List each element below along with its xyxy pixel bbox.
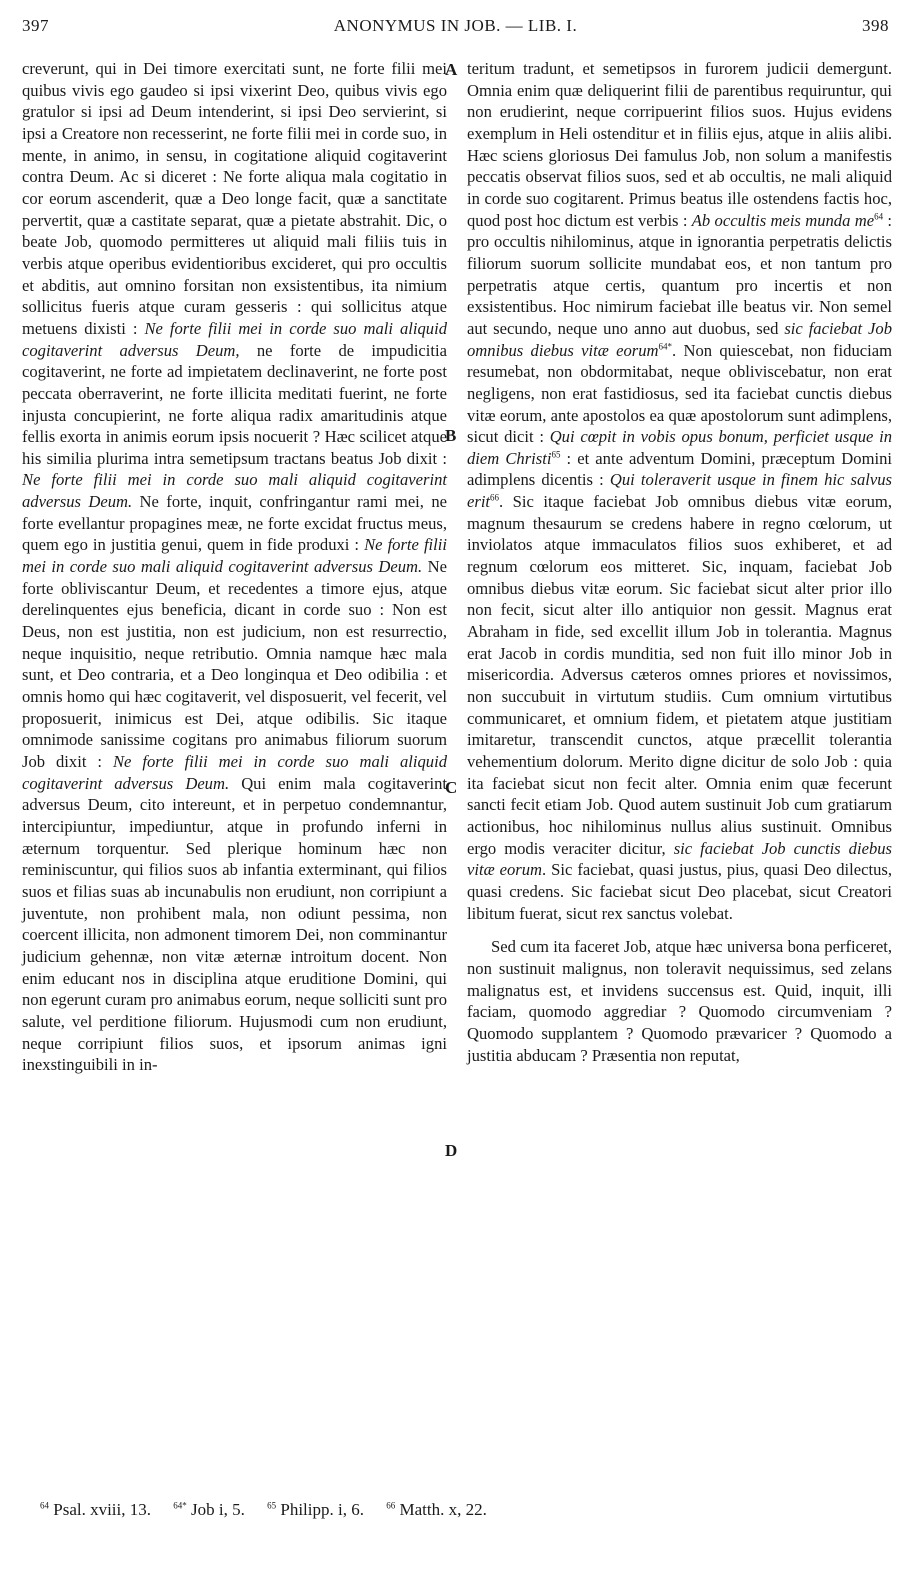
left-text-1: creverunt, qui in Dei timore exercitati sunt, ne forte filii mei quibus vivis ego gaudeo si ipsi vixerint Deo, quibus vivis ego gratulor si ipsi ad Deum intenderint, si ipsi Deo servierint, si ipsi a Creatore non recesserint, ne forte filii mei in corde suo, in mente, in animo, in sensu, in cogitatione aliquid cogitaverint contra Deum. Ac si diceret : Ne forte aliqua mala cogitatio in cor eorum ascenderit, quæ a Deo longe facit, quæ a sanctitate pervertit, quæ a castitate separat, quæ a pietate abstrahit. Dic, o beate Job, quomodo permitteres ut aliquid mali filiis tuis in verbis atque operibus evidentioribus excideret, qui pro occultis et abditis, aut omnino forsitan non exsistentibus, ita nimium sollicitus fueris atque curam gesseris : qui sollicitus atque metuens dixisti : — [22, 59, 447, 338]
section-marker-c: C — [445, 778, 458, 797]
section-marker-b: B — [445, 426, 457, 445]
footnote-text: Philipp. i, 6. — [280, 1500, 364, 1519]
footnote-text: Job i, 5. — [191, 1500, 245, 1519]
right-text-4: : et ante adventum Domini, præceptum Domini adimplens dicentis : — [467, 448, 892, 490]
right-text-2: : pro occultis nihilominus, atque in ignorantia perpetratis delictis filiorum suorum sollicite mundabat eos, et non tantum pro perpetratis atque certis, quantum pro incertis et non exsistentibus. Hoc nimirum faciebat ille beatus vir. Non semel aut secundo, neque uno anno aut duobus, sed — [467, 210, 893, 338]
right-text-3: . Non quiescebat, non fiduciam resumebat, non obdormitabat, neque obliviscebatur, non erat negligens, non erat fastidiosus, sed ita faciebat cunctis diebus vitæ eorum, ante apostolos ea quæ apostolorum sunt adimplens, sicut dicit : — [467, 340, 893, 447]
footnote — [267, 1500, 364, 1519]
footnote — [40, 1500, 151, 1519]
right-quote-4: Qui toleraverit usque in finem hic salvus erit — [467, 470, 892, 512]
right-quote-3: Qui cœpit in vobis opus bonum, perficiet usque in diem Christi — [467, 427, 893, 468]
footnote-text: Matth. x, 22. — [399, 1500, 487, 1519]
right-column — [467, 58, 892, 1066]
section-marker-d: D — [445, 1141, 458, 1160]
right-text-1: teritum tradunt, et semetipsos in furorem judicii demergunt. Omnia enim quæ deliquerint filii de parentibus requiruntur, qui non erudierint, neque corripuerint filios suos. Hujus evidens exemplum in Heli ostenditur et in filiis ejus, atque in aliis alibi. Hæc sciens gloriosus Dei famulus Job, non solum a manifestis peccatis observat filios suos, sed et ab occultis, ne mali aliquid in corde suo cogitarent. Primus beatus ille ostendens factis hoc, quod post hoc dictum est verbis : — [467, 59, 892, 230]
left-quote-1: Ne forte filii mei in corde suo mali aliquid cogitaverint adversus Deum, — [22, 318, 447, 360]
left-text-3: Ne forte, inquit, confringantur rami mei, ne forte evellantur propagines meæ, ne forte excidat fructus meus, quem ego in justitia genui, quem in fide produxi : — [22, 492, 447, 555]
page-number-right: 398 — [862, 16, 889, 35]
right-paragraph-1 — [467, 58, 892, 924]
left-column — [22, 58, 447, 1076]
left-text-4: Ne forte obliviscantur Deum, et recedentes a timore ejus, atque derelinquentes ejus beneficia, dicant in corde suo : Non est Deus, non est justitia, non est judicium, non est resurrectio, neque inquisitio, neque retributio. Omnia namque hæc mala sunt, et Deo contraria, et a Deo longinqua et Deo odibilia : et omnis homo qui hæc cogitaverit, vel disposuerit, vel fecerit, vel proposuerit, inimicus est Dei, atque odibilis. Sic itaque omnimode sanissime cogitans pro animabus filiorum suorum Job dixit : — [22, 557, 447, 771]
section-marker-a: A — [445, 60, 458, 79]
footnote-ref-64b: 64* — [658, 341, 673, 351]
footnote-mark: 65 — [267, 1500, 277, 1511]
footnotes — [40, 1500, 871, 1520]
footnote-ref-66: 66 — [490, 492, 500, 503]
footnote-ref-65: 65 — [551, 449, 561, 460]
right-quote-2: sic faciebat Job omnibus diebus vitæ eorum — [467, 318, 893, 360]
left-text-2: ne forte de impudicitia cogitaverint, ne forte ad impietatem declinaverint, ne forte post peccata oberraverint, ne forte illicita meditati fuerint, ne forte injusta concupierint, ne forte aliqua radix amaritudinis atque fellis exorta in animis eorum ipsis nocuerit ? Hæc scilicet atque his similia plurima intra semetipsum tractans beatus Job dixit : — [22, 340, 447, 468]
left-paragraph — [22, 58, 447, 1076]
footnote-ref-64: 64 — [874, 211, 884, 222]
left-quote-2: Ne forte filii mei in corde suo mali aliquid cogitaverint adversus Deum. — [22, 470, 447, 512]
footnote-mark: 66 — [386, 1500, 396, 1511]
left-text-5: Qui enim mala cogitaverint adversus Deum, cito intereunt, et in perpetuo condemnantur, intercipiuntur, impediuntur, atque in profundo inferni in æternum torquentur. Sed plerique hominum hæc non reminiscuntur, qui filios suos ab infantia exterminant, qui filios suos et filias suas ab incunabulis non erudiunt, non corripiunt a juventute, non prohibent mala, non odiunt pessima, non coercent illicita, non admonent timorem Dei, non comminantur judicium gehennæ, non vitæ æternæ introitum docent. Non enim educant nos in disciplina atque eruditione Domini, qui non egerunt curam pro animabus eorum, neque solliciti sunt pro salute, vel perditione filiorum. Hujusmodi cum non erudiunt, neque corripiunt filios suos, et ipsorum animas igni inexstinguibili in in- — [22, 773, 447, 1075]
left-quote-4: Ne forte filii mei in corde suo mali aliquid cogitaverint adversus Deum. — [22, 752, 447, 793]
footnote — [173, 1500, 245, 1519]
right-paragraph-2: Sed cum ita faceret Job, atque hæc universa bona perficeret, non sustinuit malignus, non toleravit nequissimus, sed zelans malignatus est, et invidens succensus est. Quid, inquit, illi faciam, quomodo aggrediar ? Quomodo circumveniam ? Quomodo supplantem ? Quomodo prævaricer ? Quomodo a justitia abducam ? Præsentia non reputat, — [467, 937, 892, 1065]
footnote-mark: 64* — [173, 1500, 187, 1511]
footnote — [386, 1500, 487, 1519]
page-number-left: 397 — [22, 16, 49, 35]
right-text-6: . Sic faciebat, quasi justus, pius, quasi Deo dilectus, quasi credens. Sic faciebat sicut Deo placebat, sicut Creatori libitum fuerat, sicut rex sanctus volebat. — [467, 860, 892, 923]
right-text-5: . Sic itaque faciebat Job omnibus diebus vitæ eorum, magnum thesaurum se credens habere in regno cœlorum, ut inviolatos atque immaculatos filios suos exhiberet, et ad regnum cœlorum eos mitteret. Sic, inquam, faciebat Job omnibus diebus vitæ eorum. Sic faciebat sicut alter prior illo non fecit, sicut alter illo antiquior non gessit. Magnus erat Abraham in fide, sed excellit illum Job in tolerantia. Magnus erat Jacob in cordis munditia, sed non fuit illo minor Job in misericordia. Adversus cæteros omnes priores et novissimos, non succubuit in virtutum studiis. Cum omnium virtutibus communicaret, et omnium fidem, et pietatem atque justitiam imitaretur, transcendit cunctos, atque præcellit tolerantia vehementium dolorum. Merito digne dicitur de solo Job : quia ita faciebat sicut non fecit alter. Omnia enim quæ fecerunt sancti fecit etiam Job. Quod autem sustinuit Job cum gratiarum actionibus, hoc nihilominus nullus alius sustinuit. Omnibus ergo modis veraciter dicitur, — [467, 492, 892, 858]
page-header — [22, 16, 889, 42]
right-quote-5: sic faciebat Job cunctis diebus vitæ eorum — [467, 838, 892, 880]
footnote-text: Psal. xviii, 13. — [53, 1500, 152, 1519]
left-quote-3: Ne forte filii mei in corde suo mali aliquid cogitaverint adversus Deum. — [22, 535, 447, 577]
right-quote-1: Ab occultis meis munda me — [691, 210, 875, 230]
footnote-mark: 64 — [40, 1500, 49, 1511]
running-title: ANONYMUS IN JOB. — LIB. I. — [333, 16, 578, 35]
